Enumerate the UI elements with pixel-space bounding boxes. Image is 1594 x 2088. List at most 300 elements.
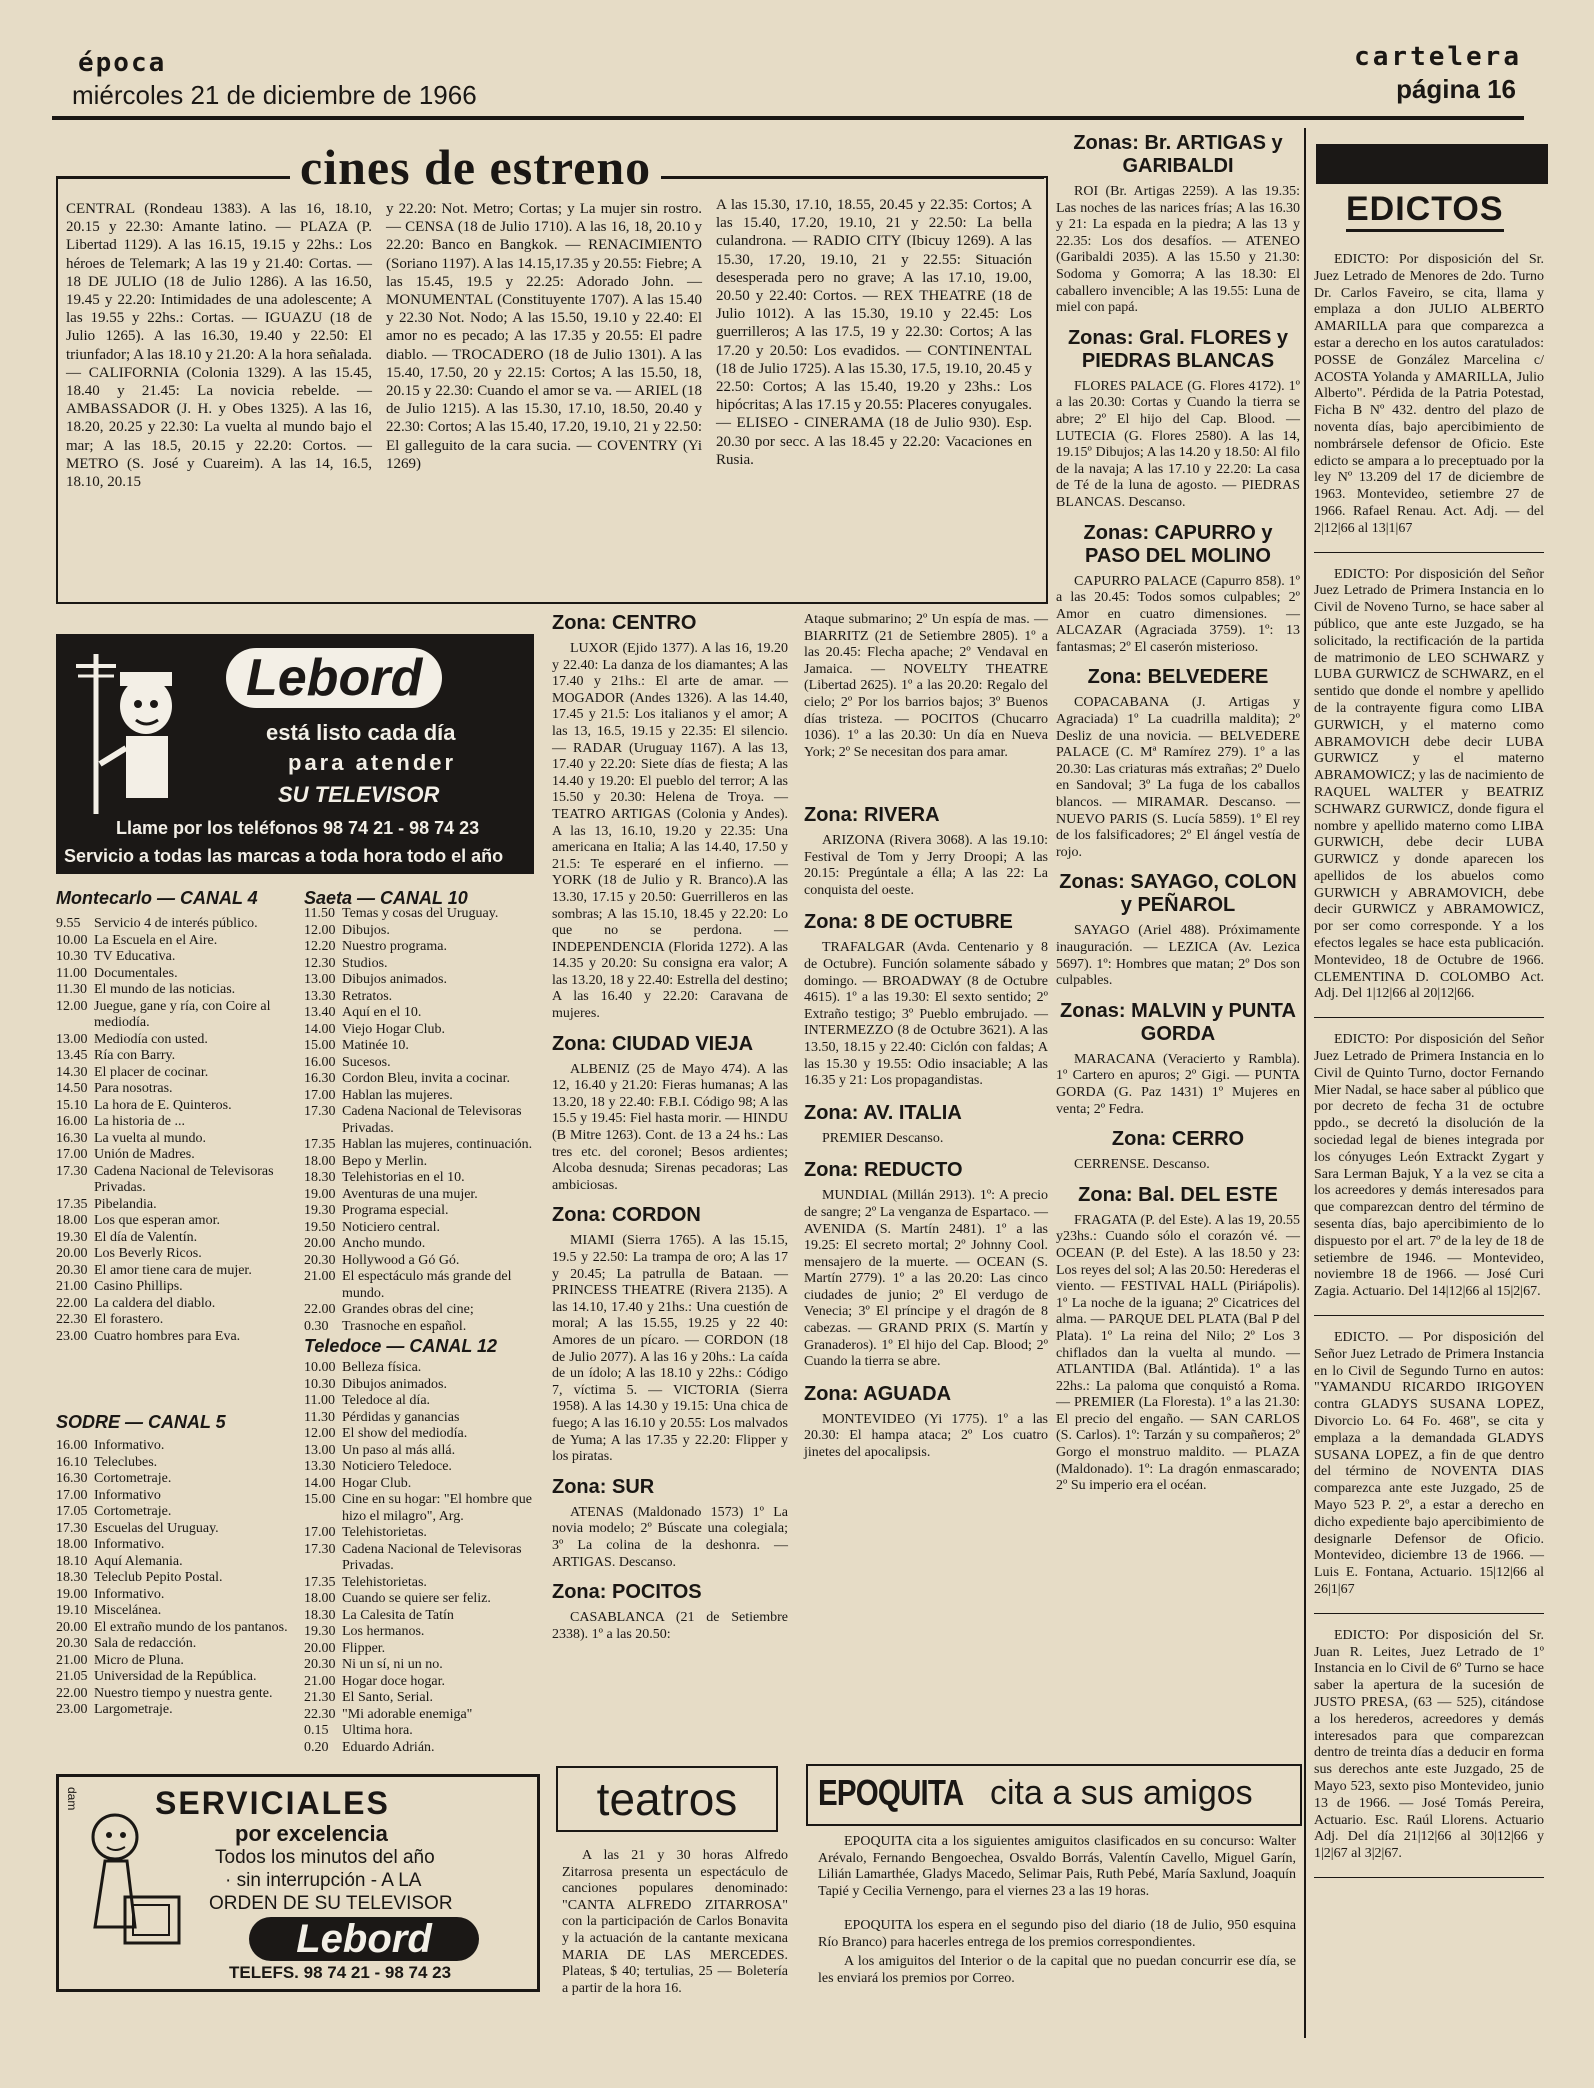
tv-program-row [304, 1624, 540, 1641]
program-time: 18.10 [56, 1553, 88, 1569]
program-title: La Escuela en el Aire. [94, 932, 218, 948]
program-title: TV Educativa. [94, 949, 176, 964]
zone-title: Zona: Bal. DEL ESTE [1078, 1183, 1278, 1206]
program-title: Ni un sí, ni un no. [342, 1657, 443, 1672]
program-time: 18.00 [56, 1537, 88, 1552]
program-title: Ría con Barry. [94, 1048, 176, 1063]
program-title: Belleza física. [342, 1360, 422, 1375]
tv-program-row [304, 906, 540, 923]
canal-4-list [56, 916, 294, 1345]
canal-5-head: SODRE — CANAL 5 [56, 1412, 226, 1432]
canal-4-head: Montecarlo — CANAL 4 [56, 888, 258, 908]
tv-program-row [304, 1220, 540, 1237]
canal-10-list [304, 906, 540, 1335]
program-title: Informativo. [94, 1438, 165, 1453]
tv-program-row [304, 1657, 540, 1674]
program-time: 14.30 [56, 1064, 88, 1080]
program-time: 20.30 [56, 1636, 88, 1651]
tv-program-row [304, 972, 540, 989]
ad2-phones: TELEFS. 98 74 21 - 98 74 23 [229, 1963, 452, 1982]
tv-program-row [56, 1263, 294, 1280]
tv-program-row [304, 1525, 540, 1542]
tv-program-row [56, 1213, 294, 1230]
tv-program-row [304, 939, 540, 956]
program-time: 17.30 [304, 1541, 336, 1557]
program-time: 18.00 [56, 1213, 88, 1228]
tv-program-row [56, 1164, 294, 1197]
canal-12-head: Teledoce — CANAL 12 [304, 1336, 498, 1356]
program-title: Hogar doce hogar. [342, 1673, 446, 1689]
program-time: 17.00 [56, 1487, 88, 1503]
program-title: Aventuras de una mujer. [342, 1186, 478, 1202]
tv-program-row [56, 1098, 294, 1115]
program-title: Bepo y Merlin. [342, 1153, 428, 1169]
tv-program-row [56, 999, 294, 1032]
zone-listing: TRAFALGAR (Avda. Centenario y 8 de Octubre). Función solamente sábado y domingo. — BROADWAY (8 de Octubre 4615). 1º a las 19.30: El sexto sentido; 2º Extraño testigo; 3º Pueblo embrujado. — INTERMEZZO (8 de Octubre 3621). A las 13.50, 18.15 y 22.40: Ciclón con faldas; A las 15.30 y 19.55: Odio insaciable; A las 16.35 y 21: Los propagandistas. [804, 940, 1048, 1089]
ad2-line-3: Todos los minutos del año [215, 1847, 435, 1868]
tv-program-row [56, 1570, 294, 1587]
ad2-line-4: · sin interrupción - A LA [225, 1870, 422, 1891]
program-title: Para nosotras. [94, 1081, 173, 1096]
zone-title: Zonas: SAYAGO, COLON y PEÑAROL [1059, 871, 1297, 917]
tv-program-row [56, 1587, 294, 1604]
program-title: Miscelánea. [94, 1603, 162, 1618]
program-time: 11.30 [304, 1409, 335, 1425]
program-title: Programa especial. [342, 1203, 449, 1218]
tv-program-row [56, 1455, 294, 1472]
tv-program-row [304, 1459, 540, 1476]
program-title: Hollywood a Gó Gó. [342, 1252, 460, 1268]
program-title: Los que esperan amor. [94, 1213, 220, 1228]
zone-title: Zona: RIVERA [804, 804, 940, 826]
program-time: 17.35 [304, 1574, 336, 1590]
zones-column-2 [804, 804, 1048, 1462]
program-time: 18.00 [304, 1591, 336, 1606]
tv-program-row [56, 1504, 294, 1521]
program-time: 12.20 [304, 939, 336, 954]
edicto-entry: EDICTO: Por disposición del Señor Juez Letrado de Primera Instancia en lo Civil de Noveno Turno, se hace saber al público, que ante este Juzgado, se ha solicitado, la rectificación de la partida de matrimonio de LEO SCHWARZ y LUBA GURWICZ de SCHWARZ, en el sentido que donde el nombre y apellido de la contrayente figura como LIBA GURWICH, y el materno como ABRAMOVICH debe decir LUBA GURWICZ y el materno ABRAMOWICZ; y las de nacimiento de RAQUEL WALTER y BEATRIZ SCHWARZ GURWICZ, donde figura el nombre y apellido materno como LIBA GURWICH, debe decir LUBA GURWICZ y donde aparecen los apellidos de los abuelos como GURWICH y ABRAMOVICH, debe decir GURWICZ y ABRAMOWICZ, por ser como corresponde. Y a los efectos legales se hace esta publicación. Montevideo, 18 de Octubre de 1966. CLEMENTINA D. COLOMBO Act. Adj. Del 1|12|66 al 20|12|66. [1314, 567, 1544, 1019]
program-title: El show del mediodía. [342, 1426, 468, 1441]
zone-listing: ARIZONA (Rivera 3068). A las 19.10: Festival de Tom y Jerry Droopi; A las 20.15: Pregúntale a élla; A las 22: La conquista del oeste. [804, 833, 1048, 898]
edictos-banner [1316, 144, 1548, 184]
ad2-logo: Lebord [249, 1917, 479, 1961]
tv-program-row [304, 1203, 540, 1220]
program-time: 0.20 [304, 1739, 329, 1755]
tv-program-row [304, 1575, 540, 1592]
zone-listing: PREMIER Descanso. [822, 1130, 944, 1146]
teatros-title: teatros [556, 1766, 778, 1832]
program-time: 22.00 [56, 1685, 88, 1701]
technician-mascot-icon [66, 644, 196, 824]
program-title: Cordon Bleu, invita a cocinar. [342, 1071, 510, 1086]
section-name: cartelera [1354, 42, 1522, 72]
tv-program-row [304, 1591, 540, 1608]
program-title: Sucesos. [342, 1054, 391, 1070]
program-time: 20.30 [304, 1252, 336, 1268]
tv-program-row [304, 1360, 540, 1377]
newspaper-name: época [78, 48, 167, 78]
program-time: 18.00 [304, 1153, 336, 1169]
tv-program-row [56, 1603, 294, 1620]
ad-side-mark: dam [65, 1787, 79, 1811]
program-time: 13.30 [304, 988, 336, 1004]
tv-program-row [56, 1636, 294, 1653]
tv-program-row [56, 1065, 294, 1082]
tv-program-row [56, 1114, 294, 1131]
tv-program-row [304, 1104, 540, 1137]
tv-program-row [304, 1377, 540, 1394]
program-title: El amor tiene cara de mujer. [94, 1262, 252, 1278]
program-time: 16.00 [56, 1438, 88, 1453]
program-time: 16.00 [304, 1054, 336, 1070]
program-time: 9.55 [56, 916, 81, 931]
epoquita-title-b: cita a sus amigos [990, 1774, 1253, 1812]
program-title: Noticiero central. [342, 1219, 440, 1235]
program-title: Largometraje. [94, 1702, 173, 1717]
tv-program-row [56, 966, 294, 983]
program-title: Viejo Hogar Club. [342, 1021, 445, 1037]
program-time: 11.00 [304, 1393, 335, 1408]
tv-program-row [304, 1410, 540, 1427]
program-title: Grandes obras del cine; [342, 1302, 474, 1317]
program-title: Dibujos. [342, 922, 390, 938]
edicto-entry: EDICTO. — Por disposición del Señor Juez Letrado de Primera Instancia en lo Civil de Segundo Turno en autos: "YAMANDU RICARDO IRIGOYEN contra GLADYS SUSANA LOPEZ, Divorcio Lo. 64 Fo. 468", se cita y emplaza a la demandada GLADYS SUSANA LOPEZ, a fin de que dentro del término de NOVENTA DIAS comparezca ante este Juzgado, 25 de Mayo 523 P. 2º, a estar a derecho en dicho expediente bajo apercibimiento de designarle Defensor de Oficio. Montevideo, diciembre 13 de 1966. — Luis E. Fontana, Actuario. 15|12|66 al 26|1|67 [1314, 1330, 1544, 1614]
edictos-list [1314, 252, 1544, 1892]
tv-program-row [56, 1296, 294, 1313]
program-time: 20.30 [56, 1262, 88, 1278]
lebord-line-1: está listo cada día [266, 720, 456, 745]
issue-date: miércoles 21 de diciembre de 1966 [72, 80, 477, 110]
program-time: 13.00 [56, 1031, 88, 1047]
tv-program-row [56, 1279, 294, 1296]
tv-program-row [304, 1319, 540, 1336]
program-time: 20.30 [304, 1657, 336, 1672]
program-title: "Mi adorable enemiga" [342, 1706, 473, 1722]
program-title: La hora de E. Quinteros. [94, 1097, 232, 1113]
edictos-column-rule [1304, 128, 1306, 2038]
page-number: página 16 [1396, 74, 1516, 104]
tv-program-row [304, 1608, 540, 1625]
tv-program-row [304, 1740, 540, 1757]
zone-listing: LUXOR (Ejido 1377). A las 16, 19.20 y 22.40: La danza de los diamantes; A las 17.40 y 21hs.: El arte de amar. — MOGADOR (Andes 1326). A las 14.40, 17.45 y 21.5: Los italianos y el amor; A las 13, 16.5, 19.15 y 22.35: El silencio. — RADAR (Uruguay 1167). A las 13, 17.40 y 22.20: Siete días de fiesta; A las 14.40 y 19.20: El pueblo del terror; A las 15.50 y 20.30: Helena de Troya. — TEATRO ARTIGAS (Colonia y Andes). A las 13, 16.10, 19.20 y 22.35: Una americana en Italia; A las 14.40, 17.50 y 21.5: Te esperaré en el infierno. — YORK (18 de Julio y R. Branco).A las 13.30, 17.15 y 20.50: Guerrilleros en las sombras; A las 15.10, 18.45 y 22.20: Lo que no se perdona. — INDEPENDENCIA (Florida 1272). A las 14.35 y 20.20: Su consigna era valor; A las 13.20, 18 y 22.40: Estrella del destino; A las 16.40 y 22.20: Caravana de mujeres. [552, 641, 788, 1022]
epoquita-paragraph-2: EPOQUITA los espera en el segundo piso del diario (18 de Julio, 950 esquina Río Branco) para hacerles entrega de los premios correspondientes. [818, 1918, 1296, 1950]
program-time: 21.00 [304, 1673, 336, 1689]
tv-program-row [56, 1131, 294, 1148]
tv-program-row [304, 1674, 540, 1691]
program-title: El forastero. [94, 1312, 164, 1327]
lebord-ad-top [56, 634, 534, 874]
program-time: 11.50 [304, 906, 335, 921]
program-time: 12.00 [304, 1426, 336, 1441]
program-title: Documentales. [94, 965, 178, 981]
program-title: Servicio 4 de interés público. [94, 916, 258, 931]
tv-program-row [304, 989, 540, 1006]
tv-program-row [304, 1187, 540, 1204]
program-title: Cortometraje. [94, 1471, 172, 1486]
program-time: 17.30 [56, 1163, 88, 1179]
program-time: 20.00 [56, 1246, 88, 1261]
program-time: 13.40 [304, 1005, 336, 1020]
edicto-entry: EDICTO: Por disposición del Sr. Juez Letrado de Menores de 2do. Turno Dr. Carlos Faveiro, se cita, llama y emplaza a don JULIO ALBERTO AMARILLA para que comparezca a estar a derecho en los autos caratulados: POSSE de González Marcelina c/ ACOSTA Yolanda y AMARILLA, Julio Alberto". Pérdida de la Patria Potestad, Ficha B Nº 432. dentro del plazo de noventa días, bajo apercibimiento de nombrársele defensor de Oficio. Este edicto se ampara a lo preceptuado por la ley Nº 13.209 del 17 de diciembre de 1963. Montevideo, setiembre 27 de 1966. Rafael Renau. Act. Adj. — del 2|12|66 al 13|1|67 [1314, 252, 1544, 553]
zone-listing: CASABLANCA (21 de Setiembre 2338). 1º a las 20.50: [552, 1610, 788, 1642]
program-time: 15.00 [304, 1038, 336, 1053]
tv-program-row [304, 1476, 540, 1493]
program-time: 16.30 [56, 1130, 88, 1146]
program-time: 21.00 [304, 1269, 336, 1284]
program-title: Dibujos animados. [342, 972, 447, 987]
program-time: 14.00 [304, 1475, 336, 1491]
zone-title: Zona: BELVEDERE [1087, 666, 1269, 689]
program-title: Micro de Pluna. [94, 1652, 184, 1668]
zone-listing: CAPURRO PALACE (Capurro 858). 1º a las 20.45: Todos somos culpables; 2º Amor en cuatro dimensiones. — ALCAZAR (Agraciada 3759). 1º: 13 fantasmas; 2º El caserón misterioso. [1056, 573, 1300, 655]
tv-program-row [304, 1492, 540, 1525]
ad2-line-2: por excelencia [235, 1821, 388, 1846]
program-title: Telehistorietas. [342, 1525, 427, 1540]
zone-title: Zona: AGUADA [804, 1382, 952, 1405]
tv-program-row [304, 1137, 540, 1154]
technician-with-tv-icon [75, 1797, 185, 1977]
program-title: Informativo. [94, 1537, 165, 1552]
program-time: 19.10 [56, 1603, 88, 1618]
zone-listing: MUNDIAL (Millán 2913). 1º: A precio de sangre; 2º La venganza de Espartaco. — AVENIDA (S. Martín 2481). 1º a las 19.25: El secreto mortal; 2º Johnny Cool. mensajero de la muerte. — OCEAN (S. Martín 2779). 1º a las 20.20: Las cinco ciudades de junio; 2º El verdugo de Venecia; 3º El príncipe y el dragón de 8 cabezas. — GRAND PRIX (S. Martín y Granaderos). 1º El hijo del Cap. Blood; 2º Cuando la tierra se abre. [804, 1188, 1048, 1370]
zone-listing: ROI (Br. Artigas 2259). A las 19.35: Las noches de las narices frías; A las 16.30 y 21: La espada en la piedra; A las 13 y 22.35: Los dos desafíos. — ATENEO (Garibaldi 2035). A las 15.50 y 21.30: Sodoma y Gomorra; A las 18.30: El caballero invencible; A las 19.55: Luna de miel con papá. [1056, 184, 1300, 316]
program-title: Hogar Club. [342, 1475, 412, 1491]
cines-title: cines de estreno [290, 138, 661, 196]
program-title: Informativo [94, 1487, 161, 1503]
zone-title: Zona: 8 DE OCTUBRE [804, 911, 1013, 934]
program-time: 10.00 [304, 1360, 336, 1375]
program-title: Ultima hora. [342, 1723, 413, 1738]
program-time: 22.30 [56, 1312, 88, 1327]
tv-program-row [56, 933, 294, 950]
program-title: Cadena Nacional de Televisoras Privadas. [342, 1104, 522, 1136]
program-time: 15.00 [304, 1492, 336, 1507]
zone-listing: MARACANA (Veracierto y Rambla). 1º Cartero en apuros; 2º Gigi. — PUNTA GORDA (G. Paz 1431) 1º Mujeres en venta; 2º Fedra. [1056, 1051, 1300, 1117]
tv-program-row [304, 1055, 540, 1072]
tv-program-row [304, 1542, 540, 1575]
program-time: 17.00 [56, 1147, 88, 1162]
tv-program-row [56, 1438, 294, 1455]
tv-program-row [304, 1005, 540, 1022]
tv-program-row [304, 1170, 540, 1187]
program-title: Aquí Alemania. [94, 1553, 183, 1569]
tv-program-row [56, 1246, 294, 1263]
zone-title: Zonas: Br. ARTIGAS y GARIBALDI [1073, 132, 1283, 177]
program-title: Cadena Nacional de Televisoras Privadas. [342, 1541, 522, 1573]
tv-program-row [56, 1488, 294, 1505]
tv-program-row [304, 1038, 540, 1055]
zones-column-3 [1056, 132, 1300, 1495]
tv-program-row [56, 1197, 294, 1214]
program-time: 10.30 [56, 949, 88, 964]
program-title: Temas y cosas del Uruguay. [342, 906, 499, 921]
program-title: El placer de cocinar. [94, 1064, 209, 1080]
tv-program-row [304, 1690, 540, 1707]
program-title: Pérdidas y ganancias [342, 1409, 460, 1425]
program-title: Teleclubes. [94, 1454, 158, 1470]
program-title: Noticiero Teledoce. [342, 1459, 452, 1474]
zones-column-2-continuation: Ataque submarino; 2º Un espía de mas. — BIARRITZ (21 de Setiembre 2805). 1º a las 20.45: Flecha apache; 2º Vendaval en Jamaica. — NOVELTY THEATRE (Libertad 2625). 1º a las 20.20: Regalo del cielo; 2º Por los barrios bajos; 3º Buenos días tristeza. — POCITOS (Chucarro 1036). 1º a las 20.30: Un día en Nueva York; 2º Se necesitan dos para amar. [804, 612, 1048, 760]
zone-title: Zona: CIUDAD VIEJA [552, 1032, 754, 1055]
edicto-entry: EDICTO: Por disposición del Sr. Juan R. Leites, Juez Letrado de 1º Instancia en lo Civil de 6º Turno se hace saber la apertura de la sucesión de JUSTO PRESA, (63 — 525), citándose a los herederos, acreedores y demás interesados para que comparezcan dentro de treinta días a deducir en forma sus derechos ante este Juzgado, 25 de Mayo 523, sexto piso Montevideo, junio 13 de 1966. — José Tomás Pereira, Actuario. Esc. Raúl Llorens. Actuario Adj. Del día 21|12|66 al 30|12|66 y 1|2|67 al 3|2|67. [1314, 1628, 1544, 1878]
zone-listing: ATENAS (Maldonado 1573) 1º La novia modelo; 2º Búscate una colegiala; 3º La colina de la deshonra. — ARTIGAS. Descanso. [552, 1504, 788, 1570]
zone-title: Zona: CENTRO [552, 612, 697, 634]
tv-program-row [56, 1653, 294, 1670]
program-title: El día de Valentín. [94, 1229, 198, 1245]
tv-program-row [56, 1554, 294, 1571]
lebord-line-2: para atender [288, 750, 457, 775]
tv-program-row [56, 1620, 294, 1637]
tv-program-row [304, 1641, 540, 1658]
tv-program-row [56, 916, 294, 933]
program-title: Teledoce al día. [342, 1393, 431, 1408]
program-time: 16.30 [56, 1471, 88, 1486]
program-title: El extraño mundo de los pantanos. [94, 1619, 288, 1635]
lebord-ad-bottom [56, 1774, 540, 1992]
program-time: 11.30 [56, 982, 87, 997]
tv-program-row [304, 1154, 540, 1171]
program-time: 14.50 [56, 1081, 88, 1096]
program-title: Studios. [342, 955, 388, 971]
epoquita-paragraph-3: A los amiguitos del Interior o de la capital que no puedan concurrir ese día, se les enviará los premios por Correo. [818, 1954, 1296, 1986]
program-time: 21.00 [56, 1279, 88, 1294]
tv-program-row [56, 1032, 294, 1049]
program-time: 18.30 [304, 1607, 336, 1623]
program-time: 22.00 [304, 1302, 336, 1317]
zone-listing: MIAMI (Sierra 1765). A las 15.15, 19.5 y 22.50: La trampa de oro; A las 17 y 20.45; La patrulla de Bataan. — PRINCESS THEATRE (Rivera 2135). A las 14.10, 17.40 y 21hs.: Una cuestión de moral; A las 15.55, 19.25 y 22 40: Amores de un pícaro. — CORDON (18 de Julio 2077). A las 16 y 20hs.: La caída de un ídolo; A las 18.10 y 22hs.: Código 7, víctima 5. — VICTORIA (Sierra 1958). A las 14.30 y 19.15: Una chica de fuego; A las 16.10 y 20.55: Los malvados de Yuma; A las 17.35 y 22.20: Flipper y los piratas. [552, 1233, 788, 1465]
program-time: 18.30 [56, 1570, 88, 1585]
ad2-line-5: ORDEN DE SU TELEVISOR [209, 1893, 453, 1914]
program-time: 23.00 [56, 1702, 88, 1717]
zone-title: Zonas: CAPURRO y PASO DEL MOLINO [1083, 521, 1273, 567]
program-title: Cuando se quiere ser feliz. [342, 1591, 491, 1606]
tv-program-row [304, 1253, 540, 1270]
program-title: Sala de redacción. [94, 1636, 197, 1651]
tv-program-row [304, 1707, 540, 1724]
program-time: 0.30 [304, 1318, 329, 1334]
program-time: 22.30 [304, 1706, 336, 1722]
zone-listing: MONTEVIDEO (Yi 1775). 1º a las 20.30: El hampa ataca; 2º Los cuatro jinetes del apocalipsis. [804, 1411, 1048, 1461]
epoquita-title-a: EPOQUITA [818, 1772, 964, 1813]
canal-12-list [304, 1360, 540, 1756]
program-title: Telehistorias en el 10. [342, 1170, 465, 1185]
program-time: 20.00 [304, 1236, 336, 1251]
program-title: El mundo de las noticias. [94, 982, 236, 997]
tv-program-row [56, 1147, 294, 1164]
edicto-entry: EDICTO: Por disposición del Señor Juez Letrado de Primera Instancia en lo Civil de Quinto Turno, doctor Fernando Mier Nadal, se hace saber al público que por decreto de fecha 31 de octubre ppdo., se decretó la disolución de la sociedad legal de bienes integrada por los cónyuges León Extrackt Zygart y Sara Lerman Bajuk, Y a la vez se cita a los acreedores y demás interesados para que comparezcan dentro del término de sesenta días, bajo apercibimiento de lo dispuesto por el art. 7º de la ley de 18 de setiembre de 1946. — Montevideo, noviembre 18 de 1966. — José Curi Zagia. Actuario. Del 14|12|66 al 15|2|67. [1314, 1032, 1544, 1316]
program-time: 23.00 [56, 1328, 88, 1344]
program-title: Teleclub Pepito Postal. [94, 1570, 223, 1585]
program-title: Telehistorietas. [342, 1574, 427, 1590]
tv-program-row [304, 1071, 540, 1088]
program-time: 17.05 [56, 1504, 88, 1519]
zone-listing: FRAGATA (P. del Este). A las 19, 20.55 y23hs.: Cuando sólo el corazón vé. — OCEAN (P. del Este). A las 18.50 y 23: Los reyes del sol; A las 20.50: Herederas el viento. — FESTIVAL HALL (Piriápolis). 1º La noche de la iguana; 2º Cicatrices del alma. — PARQUE DEL PLATA (Bal P del Plata). 1º La reina del Nilo; 2º Los 3 chiflados dan la vuelta al mundo. — ATLANTIDA (Bal. Atlántida). 1º a las 22hs.: La paloma que conquistó a Roma. — PREMIER (La Floresta). 1º a las 21.30: El precio del engaño. — SAN CARLOS (S. Carlos). 1º: Tarzán y su compañeros; 2º Gorgo el monstruo maldito. — PLAZA (Maldonado). 1º: La dragón enmascarado; 2º Su imperio era el océan. [1056, 1212, 1300, 1494]
program-title: Casino Phillips. [94, 1279, 183, 1294]
cines-col-2: y 22.20: Not. Metro; Cortas; y La mujer sin rostro. — CENSA (18 de Julio 1710). A las 16, 18, 20.10 y 22.20: Banco en Bangkok. — RENACIMIENTO (Soriano 1197). A las 14.15,17.35 y 20.55: Fiebre; A las 15.45, 19.5 y 22.25: Adorado John. — MONUMENTAL (Constituyente 1707). A las 15.40 y 22.30 Not. Nodo; A las 15.50, 19.10 y 22.40: El amor no es pecado; A las 17.35 y 20.55: El padre diablo. — TROCADERO (18 de Julio 1301). A las 15.40, 17.50, 20 y 22.15: Cortos; A las 15.50, 18, 20.15 y 22.30: Cuando el amor se va. — ARIEL (18 de Julio 1215). A las 15.30, 17.10, 18.50, 20.40 y 22.30: Cortos; A las 15.40, 17.20, 19.10, 21 y 22.50: El galleguito de la cara sucia. — COVENTRY (Yi 1269) [386, 201, 702, 472]
tv-program-row [56, 1329, 294, 1346]
zone-listing: CERRENSE. Descanso. [1074, 1157, 1210, 1173]
lebord-logo: Lebord [226, 648, 442, 708]
teatros-text: A las 21 y 30 horas Alfredo Zitarrosa presenta un espectáculo de canciones populares denominado: "CANTA ALFREDO ZITARROSA" con la participación de Carlos Bonavita y la actuación de la cantante mexicana MARIA DE LAS MERCEDES. Plateas, $ 40; tertulias, 25 — Boletería a partir de la hora 16. [562, 1848, 788, 1996]
program-title: Los Beverly Ricos. [94, 1246, 202, 1261]
program-time: 13.30 [304, 1459, 336, 1474]
tv-program-row [304, 1022, 540, 1039]
zone-listing: SAYAGO (Ariel 488). Próximamente inauguración. — LEZICA (Av. Lezica 5697). 1º: Hombres que matan; 2º Dos son culpables. [1056, 923, 1300, 989]
zone-title: Zona: AV. ITALIA [804, 1101, 962, 1124]
zone-title: Zona: CERRO [1111, 1128, 1245, 1151]
program-title: Informativo. [94, 1586, 165, 1602]
program-time: 10.00 [56, 932, 88, 948]
program-time: 13.00 [304, 972, 336, 987]
program-title: Cortometraje. [94, 1504, 172, 1519]
program-time: 13.00 [304, 1442, 336, 1458]
program-title: Escuelas del Uruguay. [94, 1520, 219, 1536]
program-title: Cuatro hombres para Eva. [94, 1328, 241, 1344]
tv-program-row [56, 1537, 294, 1554]
program-title: Flipper. [342, 1640, 386, 1656]
canal-10-head: Saeta — CANAL 10 [304, 888, 468, 908]
tv-program-row [56, 1230, 294, 1247]
cines-col-1: CENTRAL (Rondeau 1383). A las 16, 18.10, 20.15 y 22.30: Amante latino. — PLAZA (P. Libertad 1129). A las 16.15, 19.15 y 22hs.: Los héroes de Telemark; A las 19 y 21.40: Cortas. — 18 DE JULIO (18 de Julio 1286). A las 16.50, 19.45 y 22.20: Intimidades de una adolescente; A las 19.55 y 22hs.: Cortas. — IGUAZU (18 de Julio 1265). A las 16.30, 19.40 y 22.50: El triunfador; A las 18.10 y 21.20: A la hora señalada. — CALIFORNIA (Colonia 1329). A las 15.45, 18.40 y 21.45: La novicia rebelde. — AMBASSADOR (J. H. y Obes 1325). A las 16, 18.20, 20.25 y 22.30: La vuelta al mundo bajo el mar; A las 18.5, 20.15 y 22.20: Cortos. — METRO (S. José y Cuareim). A las 14, 16.5, 18.10, 20.15 [66, 201, 372, 491]
program-title: Ancho mundo. [342, 1236, 426, 1251]
program-title: Retratos. [342, 988, 393, 1004]
program-title: Pibelandia. [94, 1196, 157, 1212]
tv-program-row [56, 1081, 294, 1098]
program-title: Los hermanos. [342, 1624, 425, 1639]
program-time: 17.30 [304, 1104, 336, 1119]
program-time: 17.00 [304, 1525, 336, 1540]
header-rule [52, 116, 1524, 120]
program-time: 19.50 [304, 1219, 336, 1235]
program-time: 14.00 [304, 1021, 336, 1037]
tv-program-row [56, 949, 294, 966]
program-time: 16.00 [56, 1114, 88, 1129]
zone-listing: ALBENIZ (25 de Mayo 474). A las 12, 16.40 y 21.20: Fieras humanas; A las 13.20, 18 y 22.40: F.B.I. Código 98; A las 15.5 y 19.45: Fiel hasta morir. — HINDU (B Mitre 1263). Cont. de 13 a 24 hs.: Las tres etc. del coronel; Besos ardientes; Alcoba desnuda; Sirenas pecadoras; Las ambiciosas. [552, 1061, 788, 1193]
tv-program-row [304, 1393, 540, 1410]
program-title: Cadena Nacional de Televisoras Privadas. [94, 1163, 274, 1195]
program-title: Un paso al más allá. [342, 1442, 456, 1458]
program-time: 19.30 [304, 1203, 336, 1218]
program-title: Nuestro programa. [342, 939, 447, 954]
program-title: La vuelta al mundo. [94, 1130, 206, 1146]
lebord-line-3: SU TELEVISOR [278, 782, 440, 807]
tv-program-row [56, 1686, 294, 1703]
program-title: El Santo, Serial. [342, 1690, 433, 1705]
program-time: 19.30 [304, 1624, 336, 1639]
program-time: 17.00 [304, 1087, 336, 1103]
program-time: 12.30 [304, 955, 336, 971]
program-time: 18.30 [304, 1170, 336, 1185]
lebord-phones: Llame por los teléfonos 98 74 21 - 98 74 23 [116, 818, 480, 838]
program-time: 22.00 [56, 1295, 88, 1311]
tv-program-row [304, 923, 540, 940]
epoquita-paragraph-1: EPOQUITA cita a los siguientes amiguitos clasificados en su concurso: Walter Arévalo, Fernando Bengoechea, Osvaldo Borrás, Valentín Cavello, Miguel Garín, Lilián Lamarthée, Gladys Macedo, Selimar Pais, Ruth Pebé, María Saxlund, Joaquín Tapié y Cecilia Vernengo, para el viernes 23 a las 19 horas. [818, 1834, 1296, 1899]
program-time: 17.35 [304, 1137, 336, 1152]
program-title: Aquí en el 10. [342, 1005, 422, 1020]
program-time: 20.00 [304, 1640, 336, 1656]
tv-program-row [56, 1048, 294, 1065]
program-time: 21.30 [304, 1690, 336, 1705]
program-title: Matinée 10. [342, 1038, 409, 1053]
zone-title: Zona: POCITOS [552, 1581, 702, 1604]
zones-column-1 [552, 612, 788, 1643]
program-title: Unión de Madres. [94, 1147, 195, 1162]
zone-listing: FLORES PALACE (G. Flores 4172). 1º a las 20.30: Cortas y Cuando la tierra se abre; 2º El hijo del Cap. Blood. — LUTECIA (G. Flores 2580). A las 14, 19.15º Dibujos; A las 14.20 y 18.50: Al filo de la navaja; A las 17.10 y 22.20: La casa de Té de la luna de agosto. — PIEDRAS BLANCAS. Descanso. [1056, 378, 1300, 510]
zone-title: Zonas: Gral. FLORES y PIEDRAS BLANCAS [1067, 326, 1289, 372]
canal-5-list [56, 1438, 294, 1719]
tv-program-row [56, 1669, 294, 1686]
program-title: Hablan las mujeres, continuación. [342, 1137, 533, 1152]
